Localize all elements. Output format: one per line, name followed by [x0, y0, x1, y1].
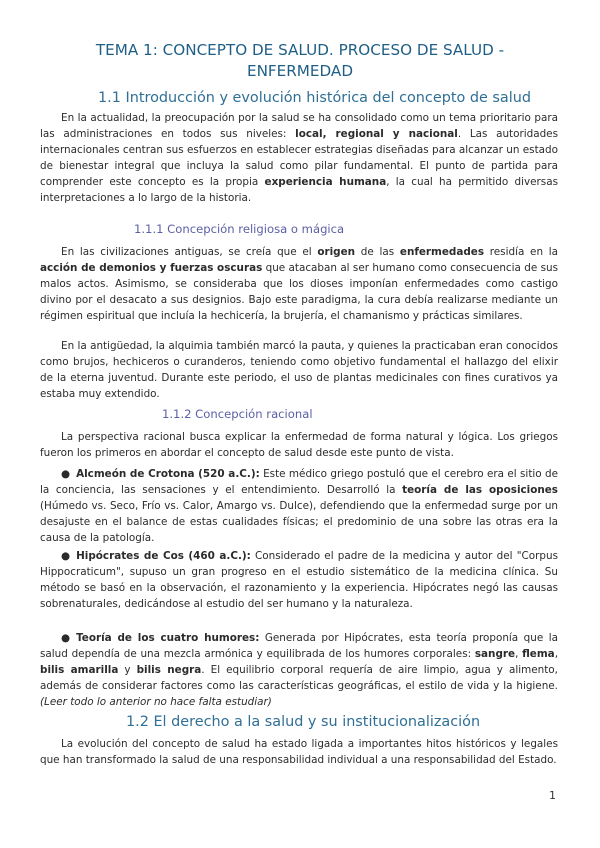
paragraph-alchemy: En la antigüedad, la alquimia también marcó la pauta, y quienes la practicaban eran conocidos como brujos, hechiceros o curanderos, teniendo como objetivo fundamental el hallazgo del elixir de la eterna juventud. Durante este periodo, el uso de plantas medicinales con fines curativos ya estaba muy extendido.: [40, 340, 558, 400]
bullet-four-humors: ● Teoría de los cuatro humores: Generada por Hipócrates, esta teoría proponía que la salud dependía de una mezcla armónica y equilibrada de los humores corporales: sangre, flema, bilis amarilla y bilis negra. El equilibrio corporal requería de aire limpio, agua y alimento, además de considerar factores como las características geográficas, el estilo de vida y la higiene. (Leer todo lo anterior no hace falta estudiar): [40, 632, 559, 708]
subsection-heading-1-1-1: 1.1.1 Concepción religiosa o mágica: [134, 222, 345, 236]
page-number: 1: [549, 789, 556, 802]
paragraph-rational: La perspectiva racional busca explicar la enfermedad de forma natural y lógica. Los griegos fueron los primeros en abordar el concepto de salud desde este punto de vista.: [40, 431, 558, 459]
bullet-alcmeon: ● Alcmeón de Crotona (520 a.C.): Este médico griego postuló que el cerebro era el sitio de la conciencia, las sensaciones y el entendimiento. Desarrolló la teoría de las oposiciones (Húmedo vs. Seco, Frío vs. Calor, Amargo vs. Dulce), defendiendo que la enfermedad surge por un desajuste en el balance de estas cualidades físicas; el predominio de una sobre las otras era la causa de la patología.: [40, 468, 558, 544]
paragraph-intro: En la actualidad, la preocupación por la salud se ha consolidado como un tema prioritario para las administraciones en todos sus niveles: local, regional y nacional. Las autoridades internacionales centran sus esfuerzos en establecer estrategias diseñadas para alcanzar un estado de bienestar integral que incluya la salud como pilar fundamental. El punto de partida para comprender este concepto es la propia experiencia humana, la cual ha permitido diversas interpretaciones a lo largo de la historia.: [40, 112, 558, 204]
bullet-icon: ●: [61, 632, 71, 644]
paragraph-religious: En las civilizaciones antiguas, se creía que el origen de las enfermedades residía en la acción de demonios y fuerzas oscuras que atacaban al ser humano como consecuencia de sus malos actos. Asimismo, se consideraba que los dioses imponían enfermedades como castigo divino por el desacato a sus designios. Bajo este paradigma, la cura debía realizarse mediante un régimen espiritual que incluía la hechicería, la brujería, el chamanismo y prácticas similares.: [40, 246, 558, 322]
paragraph-right-to-health: La evolución del concepto de salud ha estado ligada a importantes hitos históricos y legales que han transformado la salud de una responsabilidad individual a una responsabilidad del Estado.: [40, 738, 558, 766]
bullet-icon: ●: [61, 550, 71, 562]
bullet-icon: ●: [61, 468, 71, 480]
section-heading-1-1: 1.1 Introducción y evolución histórica del concepto de salud: [98, 90, 531, 106]
bullet-hipocrates: ● Hipócrates de Cos (460 a.C.): Considerado el padre de la medicina y autor del "Corpus Hippocraticum", supuso un gran progreso en el estudio sistemático de la medicina clínica. Su método se basó en la observación, el razonamiento y la experiencia. Hipócrates negó las causas sobrenaturales, dedicándose al estudio del ser humano y la naturaleza.: [40, 550, 558, 610]
section-heading-1-2: 1.2 El derecho a la salud y su institucionalización: [126, 714, 481, 730]
page-title: TEMA 1: CONCEPTO DE SALUD. PROCESO DE SALUD - ENFERMEDAD: [95, 41, 505, 80]
study-note: (Leer todo lo anterior no hace falta estudiar): [40, 695, 272, 708]
subsection-heading-1-1-2: 1.1.2 Concepción racional: [162, 407, 313, 421]
